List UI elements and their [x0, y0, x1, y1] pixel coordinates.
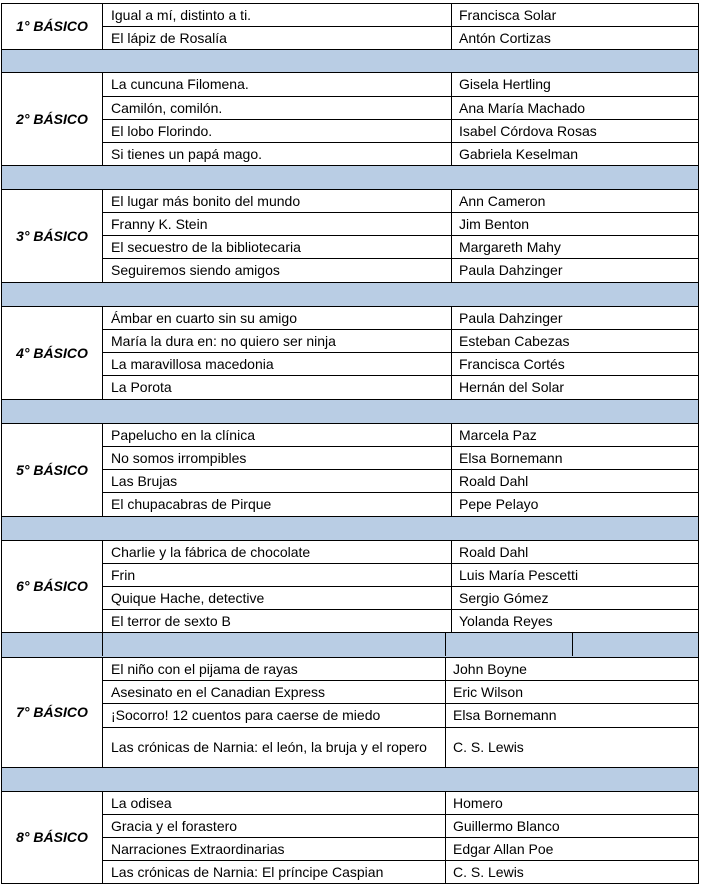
- table-border-left: [1, 423, 2, 517]
- row-divider: [102, 703, 699, 704]
- author-column-divider: [451, 3, 452, 50]
- row-divider: [102, 446, 699, 447]
- block-border: [1, 3, 699, 4]
- table-border-left: [1, 767, 2, 791]
- book-author: Yolanda Reyes: [459, 612, 553, 629]
- book-author: Francisca Solar: [459, 6, 557, 23]
- author-column-divider: [445, 791, 446, 884]
- book-title: Igual a mí, distinto a ti.: [111, 6, 252, 23]
- grade-column-divider: [102, 540, 103, 633]
- table-border-right: [698, 306, 699, 400]
- table-border-left: [1, 306, 2, 400]
- book-author: Antón Cortizas: [459, 29, 551, 46]
- book-title: Seguiremos siendo amigos: [111, 262, 280, 278]
- table-border-left: [1, 49, 2, 72]
- book-author: John Boyne: [453, 660, 527, 677]
- grade-label: 8° BÁSICO: [16, 829, 88, 845]
- block-border: [1, 540, 699, 541]
- row-divider: [102, 563, 699, 564]
- table-border-right: [698, 165, 699, 189]
- grade-column-divider: [102, 3, 103, 50]
- row-divider: [102, 26, 699, 27]
- grade-label: 2° BÁSICO: [16, 110, 88, 127]
- block-border: [1, 306, 699, 307]
- separator-band: [1, 166, 699, 189]
- table-border-left: [1, 189, 2, 283]
- row-divider: [102, 469, 699, 470]
- table-border-left: [1, 3, 2, 50]
- book-title: Franny K. Stein: [111, 215, 208, 232]
- book-author: Gabriela Keselman: [459, 145, 579, 162]
- book-author: Gisela Hertling: [459, 76, 551, 92]
- band-column-divider: [102, 633, 103, 656]
- book-title: Las Brujas: [111, 472, 178, 489]
- row-divider: [102, 609, 699, 610]
- book-author: Elsa Bornemann: [459, 449, 563, 466]
- separator-band: [1, 400, 699, 423]
- book-author: C. S. Lewis: [453, 863, 524, 880]
- book-author: Esteban Cabezas: [459, 332, 570, 349]
- row-divider: [102, 258, 699, 259]
- row-divider: [102, 680, 699, 681]
- grade-column-divider: [102, 189, 103, 283]
- table-border-left: [1, 791, 2, 884]
- grade-label: 3° BÁSICO: [16, 227, 88, 244]
- book-author: Margareth Mahy: [459, 238, 561, 255]
- book-title: No somos irrompibles: [111, 449, 247, 466]
- table-border-right: [698, 3, 699, 50]
- book-title: ¡Socorro! 12 cuentos para caerse de miedo: [111, 707, 381, 723]
- table-border-right: [698, 189, 699, 283]
- book-title: Narraciones Extraordinarias: [111, 840, 285, 857]
- grade-label: 7° BÁSICO: [16, 704, 88, 720]
- row-divider: [102, 375, 699, 376]
- table-border-right: [698, 282, 699, 306]
- row-divider: [102, 837, 699, 838]
- block-border: [1, 791, 699, 792]
- row-divider: [102, 492, 699, 493]
- table-border-left: [1, 165, 2, 189]
- row-divider: [102, 860, 699, 861]
- book-title: La odisea: [111, 794, 172, 811]
- book-title: María la dura en: no quiero ser ninja: [111, 332, 336, 349]
- separator-band: [1, 768, 699, 791]
- row-divider: [102, 814, 699, 815]
- book-author: Jim Benton: [459, 215, 530, 232]
- book-title: Quique Hache, detective: [111, 589, 265, 606]
- table-border-left: [1, 282, 2, 306]
- book-title: Charlie y la fábrica de chocolate: [111, 543, 311, 560]
- book-title: La maravillosa macedonia: [111, 355, 274, 372]
- grade-label: 1° BÁSICO: [16, 18, 88, 34]
- book-author: Edgar Allan Poe: [453, 840, 554, 857]
- book-title: Camilón, comilón.: [111, 99, 223, 116]
- book-author: Elsa Bornemann: [453, 707, 557, 723]
- book-title: El lobo Florindo.: [111, 122, 213, 139]
- table-border-right: [698, 516, 699, 540]
- grade-column-divider: [102, 657, 103, 768]
- grade-label: 5° BÁSICO: [16, 461, 88, 478]
- book-author: Guillermo Blanco: [453, 817, 560, 834]
- separator-band: [1, 50, 699, 72]
- book-author: Luis María Pescetti: [459, 566, 579, 583]
- grade-column-divider: [102, 306, 103, 400]
- table-border-left: [1, 516, 2, 540]
- separator-band: [1, 283, 699, 306]
- book-title: La Porota: [111, 379, 172, 395]
- book-author: Ann Cameron: [459, 192, 546, 209]
- table-border-right: [698, 49, 699, 72]
- author-column-divider: [445, 657, 446, 768]
- band-column-divider: [572, 633, 573, 656]
- row-divider: [102, 142, 699, 143]
- author-column-divider: [451, 540, 452, 633]
- book-title: La cuncuna Filomena.: [111, 76, 249, 92]
- book-title: Papelucho en la clínica: [111, 426, 255, 443]
- row-divider: [102, 352, 699, 353]
- row-divider: [102, 727, 699, 728]
- book-author: Eric Wilson: [453, 683, 524, 700]
- book-title: El secuestro de la bibliotecaria: [111, 238, 301, 255]
- book-title: El lugar más bonito del mundo: [111, 192, 301, 209]
- book-author: Francisca Cortés: [459, 355, 565, 372]
- table-border-right: [698, 632, 699, 657]
- table-border-right: [698, 423, 699, 517]
- grade-label: 4° BÁSICO: [16, 344, 88, 361]
- author-column-divider: [451, 306, 452, 400]
- table-border-right: [698, 72, 699, 166]
- book-title: Frin: [111, 566, 136, 583]
- grade-column-divider: [102, 72, 103, 166]
- row-divider: [102, 119, 699, 120]
- band-column-divider: [445, 633, 446, 656]
- block-border: [1, 189, 699, 190]
- book-author: Roald Dahl: [459, 543, 529, 560]
- author-column-divider: [451, 72, 452, 166]
- table-border-right: [698, 791, 699, 884]
- book-author: Paula Dahzinger: [459, 309, 563, 326]
- book-author: Hernán del Solar: [459, 379, 565, 395]
- book-author: Isabel Córdova Rosas: [459, 122, 597, 139]
- book-title: El lápiz de Rosalía: [111, 29, 227, 46]
- block-border: [1, 72, 699, 73]
- book-title: Si tienes un papá mago.: [111, 145, 262, 162]
- book-author: Sergio Gómez: [459, 589, 549, 606]
- row-divider: [102, 212, 699, 213]
- table-border-right: [698, 399, 699, 423]
- book-author: Ana María Machado: [459, 99, 586, 116]
- book-author: Homero: [453, 794, 503, 811]
- book-title: Asesinato en el Canadian Express: [111, 683, 326, 700]
- table-border-left: [1, 540, 2, 633]
- book-author: Pepe Pelayo: [459, 496, 539, 512]
- table-border-left: [1, 657, 2, 768]
- book-title: El niño con el pijama de rayas: [111, 660, 298, 677]
- book-title: Ámbar en cuarto sin su amigo: [111, 309, 297, 326]
- author-column-divider: [451, 189, 452, 283]
- row-divider: [102, 329, 699, 330]
- block-border: [1, 423, 699, 424]
- grade-column-divider: [102, 423, 103, 517]
- block-border: [1, 883, 699, 884]
- row-divider: [102, 235, 699, 236]
- book-author: Marcela Paz: [459, 426, 537, 443]
- table-border-right: [698, 540, 699, 633]
- table-border-left: [1, 632, 2, 657]
- book-title: Las crónicas de Narnia: El príncipe Caspian: [111, 863, 384, 880]
- table-border-right: [698, 767, 699, 791]
- book-author: C. S. Lewis: [453, 739, 524, 755]
- table-border-right: [698, 657, 699, 768]
- book-title: El terror de sexto B: [111, 612, 231, 629]
- table-border-left: [1, 399, 2, 423]
- row-divider: [102, 586, 699, 587]
- table-border-left: [1, 72, 2, 166]
- row-divider: [102, 96, 699, 97]
- book-author: Paula Dahzinger: [459, 262, 563, 278]
- separator-band: [1, 633, 699, 657]
- book-title: Gracia y el forastero: [111, 817, 238, 834]
- block-border: [1, 657, 699, 658]
- separator-band: [1, 517, 699, 540]
- grade-column-divider: [102, 791, 103, 884]
- book-title: El chupacabras de Pirque: [111, 496, 272, 512]
- book-author: Roald Dahl: [459, 472, 529, 489]
- book-title: Las crónicas de Narnia: el león, la bruja y el ropero: [111, 739, 427, 755]
- grade-label: 6° BÁSICO: [16, 578, 88, 594]
- author-column-divider: [451, 423, 452, 517]
